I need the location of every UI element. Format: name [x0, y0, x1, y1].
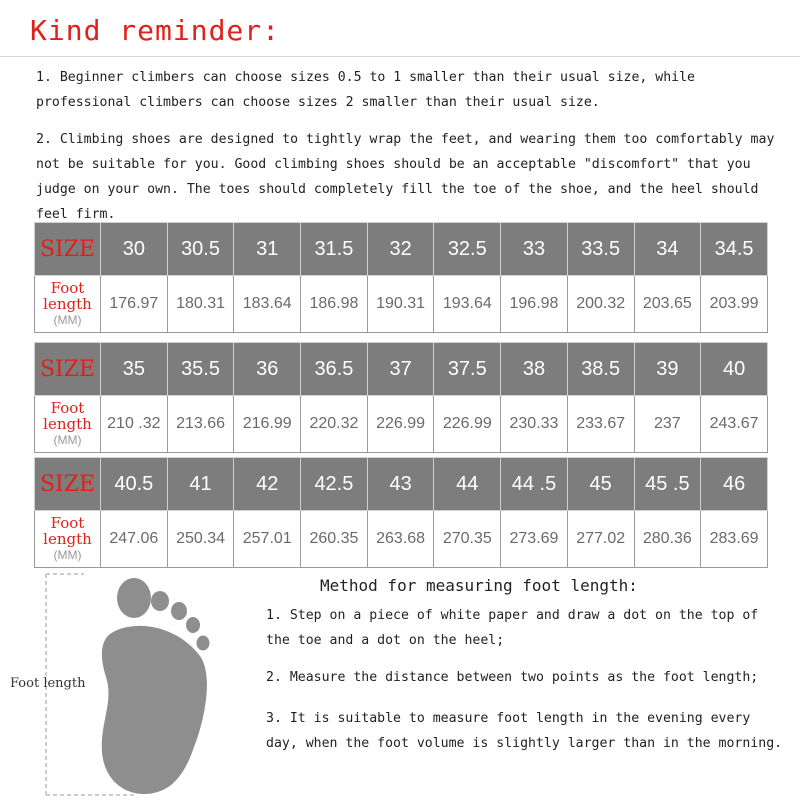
size-row: [35, 458, 768, 511]
size-cell: 38: [501, 343, 568, 396]
size-cell: 40: [701, 343, 768, 396]
size-cell: 37: [367, 343, 434, 396]
length-cell: 250.34: [167, 511, 234, 568]
size-cell: 33: [501, 223, 568, 276]
size-cell: 43: [367, 458, 434, 511]
length-cell: 247.06: [101, 511, 168, 568]
size-cell: 44: [434, 458, 501, 511]
foot-length-header: [35, 276, 101, 333]
length-cell: 180.31: [167, 276, 234, 333]
reminder-note-1: 1. Beginner climbers can choose sizes 0.5 to 1 smaller than their usual size, while professional climbers can choose sizes 2 smaller than their usual size.: [36, 70, 695, 110]
length-cell: 210 .32: [101, 396, 168, 453]
length-cell: 216.99: [234, 396, 301, 453]
length-cell: 203.65: [634, 276, 701, 333]
size-cell: 44 .5: [501, 458, 568, 511]
length-cell: 257.01: [234, 511, 301, 568]
length-cell: 220.32: [301, 396, 368, 453]
length-cell: 193.64: [434, 276, 501, 333]
method-step-2: 2. Measure the distance between two points as the foot length;: [266, 670, 759, 685]
length-label: length: [43, 530, 92, 548]
size-header: SIZE: [35, 458, 101, 511]
length-cell: 263.68: [367, 511, 434, 568]
length-cell: 203.99: [701, 276, 768, 333]
length-cell: 183.64: [234, 276, 301, 333]
size-cell: 46: [701, 458, 768, 511]
size-cell: 41: [167, 458, 234, 511]
length-cell: 280.36: [634, 511, 701, 568]
foot-label: Foot: [50, 514, 85, 532]
size-cell: 42: [234, 458, 301, 511]
size-cell: 34: [634, 223, 701, 276]
size-cell: 31: [234, 223, 301, 276]
size-cell: 34.5: [701, 223, 768, 276]
page-title: Kind reminder:: [30, 14, 281, 47]
unit-label: (MM): [53, 548, 82, 562]
size-cell: 30: [101, 223, 168, 276]
size-cell: 33.5: [567, 223, 634, 276]
method-step-1: 1. Step on a piece of white paper and draw a dot on the top of the toe and a dot on the heel;: [266, 608, 759, 648]
size-cell: 42.5: [301, 458, 368, 511]
size-row: [35, 343, 768, 396]
length-cell: 273.69: [501, 511, 568, 568]
size-cell: 38.5: [567, 343, 634, 396]
length-cell: 226.99: [367, 396, 434, 453]
length-cell: 260.35: [301, 511, 368, 568]
size-cell: 45 .5: [634, 458, 701, 511]
size-cell: 32: [367, 223, 434, 276]
foot-length-header: [35, 511, 101, 568]
length-cell: 230.33: [501, 396, 568, 453]
size-header: SIZE: [35, 343, 101, 396]
size-cell: 36: [234, 343, 301, 396]
length-cell: 277.02: [567, 511, 634, 568]
length-row: [35, 396, 768, 453]
unit-label: (MM): [53, 313, 82, 327]
foot-length-label: Foot length: [10, 676, 86, 691]
foot-label: Foot: [50, 399, 85, 417]
size-cell: 31.5: [301, 223, 368, 276]
length-cell: 200.32: [567, 276, 634, 333]
size-cell: 35: [101, 343, 168, 396]
size-cell: 40.5: [101, 458, 168, 511]
size-header: SIZE: [35, 223, 101, 276]
size-row: [35, 223, 768, 276]
length-cell: 226.99: [434, 396, 501, 453]
length-label: length: [43, 295, 92, 313]
length-cell: 176.97: [101, 276, 168, 333]
length-cell: 233.67: [567, 396, 634, 453]
size-cell: 32.5: [434, 223, 501, 276]
foot-length-header: [35, 396, 101, 453]
length-cell: 270.35: [434, 511, 501, 568]
length-cell: 283.69: [701, 511, 768, 568]
length-row: [35, 276, 768, 333]
size-cell: 39: [634, 343, 701, 396]
length-label: length: [43, 415, 92, 433]
length-cell: 186.98: [301, 276, 368, 333]
size-cell: 30.5: [167, 223, 234, 276]
size-cell: 45: [567, 458, 634, 511]
unit-label: (MM): [53, 433, 82, 447]
size-cell: 37.5: [434, 343, 501, 396]
length-cell: 190.31: [367, 276, 434, 333]
size-table-3: [34, 457, 768, 568]
reminder-note-2: 2. Climbing shoes are designed to tightly wrap the feet, and wearing them too comfortably may not be suitable for you. Good climbing shoes should be an acceptable "discomfort" that you judge on your own. The toes should completely fill the toe of the shoe, and the heel should feel firm.: [36, 132, 775, 222]
foot-label: Foot: [50, 279, 85, 297]
method-step-3: 3. It is suitable to measure foot length in the evening every day, when the foot volume is slightly larger than in the morning.: [266, 711, 783, 751]
size-cell: 35.5: [167, 343, 234, 396]
method-title: Method for measuring foot length:: [320, 576, 638, 595]
length-cell: 237: [634, 396, 701, 453]
size-cell: 36.5: [301, 343, 368, 396]
title-divider: [0, 56, 800, 57]
length-cell: 213.66: [167, 396, 234, 453]
length-cell: 196.98: [501, 276, 568, 333]
length-cell: 243.67: [701, 396, 768, 453]
length-row: [35, 511, 768, 568]
size-table-2: [34, 342, 768, 453]
size-table-1: [34, 222, 768, 333]
